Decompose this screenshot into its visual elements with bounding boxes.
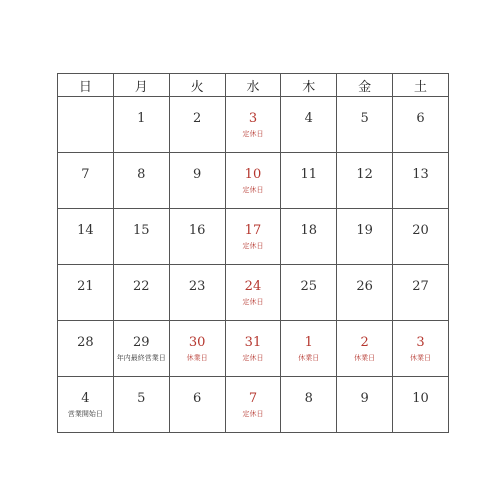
- day-note: 定休日: [242, 242, 264, 250]
- day-number: 7: [248, 391, 258, 406]
- day-number: 27: [412, 279, 429, 294]
- calendar-day-cell[interactable]: [281, 97, 337, 153]
- calendar-day-cell[interactable]: [113, 153, 169, 209]
- day-number: 7: [81, 167, 90, 182]
- calendar-week-row: [58, 209, 449, 265]
- day-number: 1: [304, 335, 313, 350]
- calendar-day-cell[interactable]: [225, 153, 281, 209]
- calendar-day-cell[interactable]: [113, 321, 169, 377]
- calendar-week-row: [58, 153, 449, 209]
- day-note: 定休日: [242, 354, 264, 362]
- day-number: 5: [137, 391, 146, 406]
- weekday-row: [58, 74, 449, 97]
- day-note: 休業日: [298, 354, 320, 362]
- calendar-day-cell[interactable]: [337, 321, 393, 377]
- calendar-day-cell[interactable]: [58, 321, 114, 377]
- day-number: 3: [416, 335, 425, 350]
- weekday-header-sun: 日: [58, 74, 114, 97]
- day-number: 11: [300, 167, 318, 182]
- day-number: 5: [360, 111, 369, 126]
- calendar-day-cell[interactable]: [169, 209, 225, 265]
- day-note: 定休日: [242, 130, 264, 138]
- calendar-day-cell[interactable]: [337, 209, 393, 265]
- weekday-header-fri: 金: [337, 74, 393, 97]
- calendar-day-cell[interactable]: [113, 265, 169, 321]
- calendar-day-cell[interactable]: [58, 265, 114, 321]
- calendar-day-cell[interactable]: [169, 153, 225, 209]
- calendar-day-cell[interactable]: [225, 97, 281, 153]
- weekday-header-sat: 土: [393, 74, 449, 97]
- calendar-day-cell[interactable]: [337, 377, 393, 433]
- calendar-day-cell[interactable]: [58, 97, 114, 153]
- day-number: 14: [77, 223, 94, 238]
- weekday-header-wed: 水: [225, 74, 281, 97]
- day-number: 21: [77, 279, 94, 294]
- calendar-week-row: [58, 321, 449, 377]
- day-number: 8: [304, 391, 313, 406]
- day-number: 20: [412, 223, 429, 238]
- day-number: 9: [192, 167, 202, 182]
- calendar-day-cell[interactable]: [393, 153, 449, 209]
- day-number: 25: [300, 279, 318, 294]
- calendar-header: [58, 74, 449, 97]
- day-number: 24: [244, 279, 262, 294]
- day-note: 年内最終営業日: [116, 354, 166, 362]
- weekday-header-thu: 木: [281, 74, 337, 97]
- day-number: 19: [356, 223, 373, 238]
- calendar-day-cell[interactable]: [337, 265, 393, 321]
- calendar-day-cell[interactable]: [225, 265, 281, 321]
- day-number: 16: [188, 223, 206, 238]
- calendar-day-cell[interactable]: [169, 265, 225, 321]
- calendar-day-cell[interactable]: [113, 377, 169, 433]
- day-note: 定休日: [242, 298, 264, 306]
- day-note: 休業日: [186, 354, 208, 362]
- calendar-day-cell[interactable]: [169, 97, 225, 153]
- day-number: 10: [244, 167, 262, 182]
- day-number: 8: [137, 167, 146, 182]
- day-number: 26: [356, 279, 373, 294]
- day-number: 22: [132, 279, 150, 294]
- calendar-day-cell[interactable]: [393, 265, 449, 321]
- calendar-day-cell[interactable]: [113, 209, 169, 265]
- day-number: 18: [300, 223, 318, 238]
- day-note: 営業開始日: [67, 410, 103, 418]
- calendar-week-row: [58, 97, 449, 153]
- calendar-day-cell[interactable]: [281, 153, 337, 209]
- day-number: 10: [412, 391, 429, 406]
- calendar-day-cell[interactable]: [169, 377, 225, 433]
- calendar-day-cell[interactable]: [281, 209, 337, 265]
- calendar-body: [58, 97, 449, 433]
- day-number: 2: [360, 335, 369, 350]
- day-number: 15: [132, 223, 150, 238]
- calendar-day-cell[interactable]: [337, 97, 393, 153]
- calendar-day-cell[interactable]: [113, 97, 169, 153]
- calendar-day-cell[interactable]: [225, 321, 281, 377]
- day-number: 1: [137, 111, 146, 126]
- calendar-day-cell[interactable]: [58, 209, 114, 265]
- calendar-table: [57, 73, 449, 433]
- calendar-day-cell[interactable]: [58, 377, 114, 433]
- day-number: 6: [192, 391, 202, 406]
- day-number: 17: [244, 223, 262, 238]
- day-number: 9: [360, 391, 369, 406]
- day-note: 休業日: [410, 354, 432, 362]
- calendar-day-cell[interactable]: [393, 97, 449, 153]
- calendar-day-cell[interactable]: [169, 321, 225, 377]
- calendar-day-cell[interactable]: [281, 265, 337, 321]
- calendar-day-cell[interactable]: [225, 377, 281, 433]
- calendar-day-cell[interactable]: [393, 209, 449, 265]
- weekday-header-mon: 月: [113, 74, 169, 97]
- day-number: 4: [81, 391, 90, 406]
- calendar-day-cell[interactable]: [281, 377, 337, 433]
- day-number: 28: [77, 335, 94, 350]
- day-number: 30: [188, 335, 206, 350]
- day-number: 6: [416, 111, 425, 126]
- day-number: 13: [412, 167, 429, 182]
- day-note: 定休日: [242, 410, 264, 418]
- calendar-day-cell[interactable]: [225, 209, 281, 265]
- calendar-week-row: [58, 377, 449, 433]
- day-number: 12: [356, 167, 373, 182]
- calendar-week-row: [58, 265, 449, 321]
- calendar-day-cell[interactable]: [281, 321, 337, 377]
- day-number: 29: [132, 335, 150, 350]
- day-note: 休業日: [354, 354, 376, 362]
- calendar-day-cell[interactable]: [337, 153, 393, 209]
- day-number: 31: [244, 335, 262, 350]
- calendar-day-cell[interactable]: [58, 153, 114, 209]
- day-number: 4: [304, 111, 313, 126]
- calendar-day-cell[interactable]: [393, 321, 449, 377]
- day-number: 3: [248, 111, 258, 126]
- day-number: 23: [188, 279, 206, 294]
- weekday-header-tue: 火: [169, 74, 225, 97]
- day-number: 2: [192, 111, 202, 126]
- calendar-day-cell[interactable]: [393, 377, 449, 433]
- day-note: 定休日: [242, 186, 264, 194]
